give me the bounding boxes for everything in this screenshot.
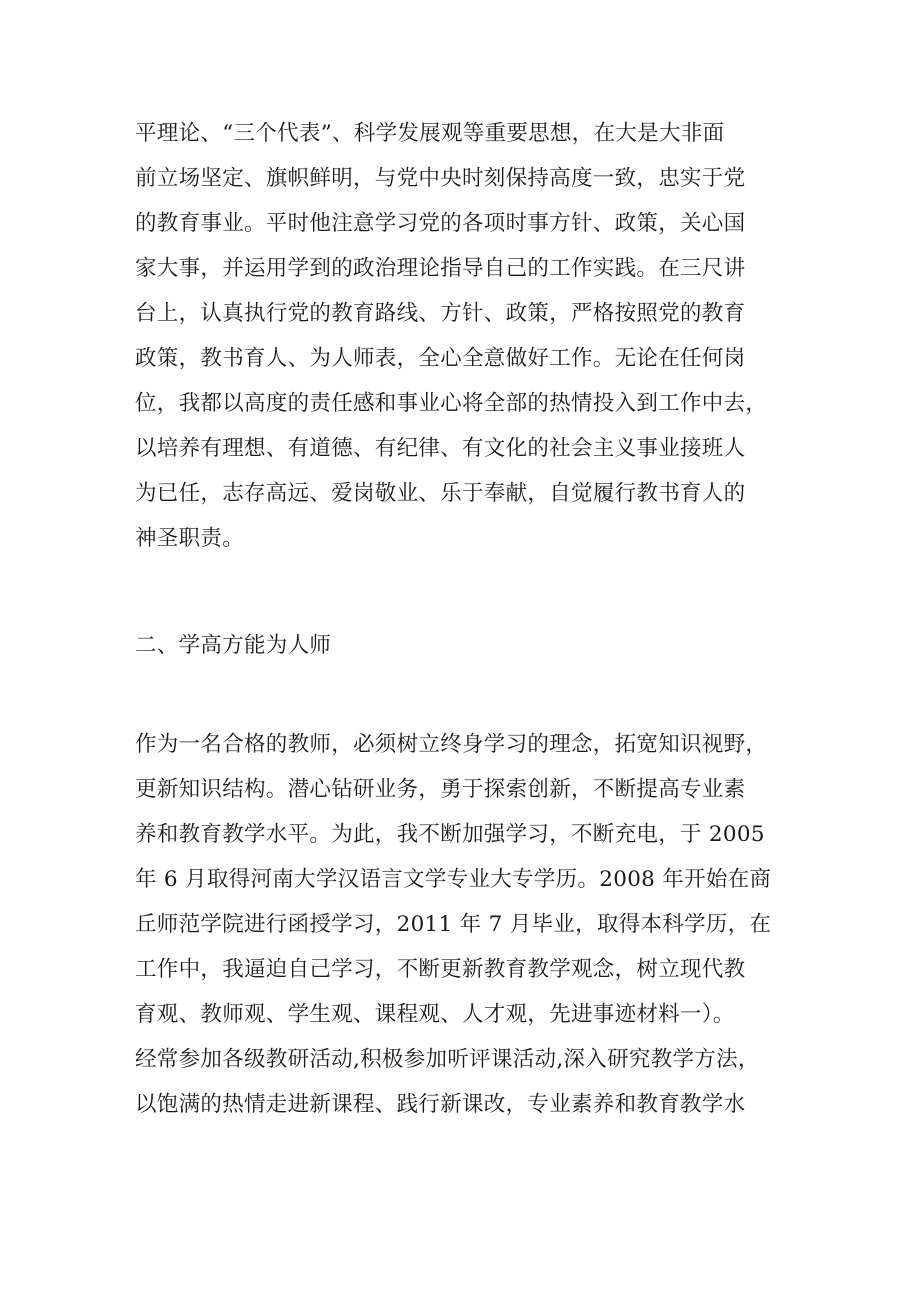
paragraph-line: 养和教育教学水平。为此，我不断加强学习，不断充电，于 2005 xyxy=(135,822,765,847)
paragraph-line: 的教育事业。平时他注意学习党的各项时事方针、政策，关心国 xyxy=(135,211,746,236)
paragraph-line: 工作中，我逼迫自己学习，不断更新教育教学观念，树立现代教 xyxy=(135,957,746,982)
paragraph-line: 年 6 月取得河南大学汉语言文学专业大专学历。2008 年开始在商 xyxy=(135,867,772,892)
paragraph-line: 家大事，并运用学到的政治理论指导自己的工作实践。在三尺讲 xyxy=(135,256,746,281)
paragraph-line: 政策，教书育人、为人师表，全心全意做好工作。无论在任何岗 xyxy=(135,346,746,371)
paragraph-1 xyxy=(135,111,795,561)
paragraph-line: 育观、教师观、学生观、课程观、人才观，先进事迹材料一）。 xyxy=(135,1002,735,1027)
paragraph-line: 位，我都以高度的责任感和事业心将全部的热情投入到工作中去， xyxy=(135,391,768,416)
paragraph-line: 平理论、“三个代表”、科学发展观等重要思想，在大是大非面 xyxy=(135,121,725,146)
paragraph-line: 以培养有理想、有道德、有纪律、有文化的社会主义事业接班人 xyxy=(135,436,746,461)
paragraph-line: 以饱满的热情走进新课程、践行新课改，专业素养和教育教学水 xyxy=(135,1092,746,1117)
paragraph-line: 经常参加各级教研活动,积极参加听评课活动,深入研究教学方法， xyxy=(135,1047,760,1072)
section-heading-text: 二、学高方能为人师 xyxy=(135,633,332,658)
paragraph-line: 丘师范学院进行函授学习，2011 年 7 月毕业，取得本科学历，在 xyxy=(135,912,772,937)
section-heading xyxy=(135,623,795,668)
paragraph-line: 台上，认真执行党的教育路线、方针、政策，严格按照党的教育 xyxy=(135,301,746,326)
paragraph-line: 为已任，志存高远、爱岗敬业、乐于奉献，自觉履行教书育人的 xyxy=(135,481,746,506)
paragraph-line: 神圣职责。 xyxy=(135,526,245,551)
paragraph-2 xyxy=(135,722,795,1127)
paragraph-line: 更新知识结构。潜心钻研业务，勇于探索创新，不断提高专业素 xyxy=(135,777,746,802)
paragraph-line: 作为一名合格的教师，必须树立终身学习的理念，拓宽知识视野， xyxy=(135,732,768,757)
paragraph-line: 前立场坚定、旗帜鲜明，与党中央时刻保持高度一致，忠实于党 xyxy=(135,166,746,191)
